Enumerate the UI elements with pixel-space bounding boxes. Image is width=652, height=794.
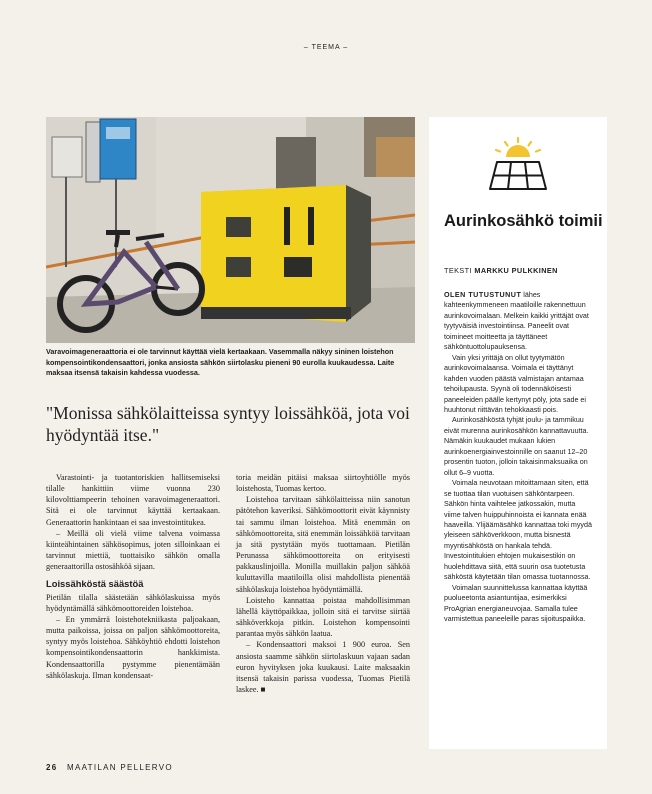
article-paragraph: toria meidän pitäisi maksaa siirtoyhtiölle myös loistehosta, Tuomas kertoo. xyxy=(236,473,410,494)
article-paragraph: – En ymmärrä loistehotekniikasta paljoakaan, mutta paikoissa, joissa on paljon sähkömoottoreita, syntyy myös loistehoa. Sähköyhtiö ehdotti loistehon kompensointikondensaattorin hankkimista. Kondensaattorilla pystymme pienentämään sähkölaskuja. Ilman kondensaat- xyxy=(46,614,220,680)
section-label: – TEEMA – xyxy=(303,44,349,51)
article-paragraph: Pietilän tilalla säästetään sähkölaskuissa myös hyödyntämällä sähkömoottoreiden loistehoa. xyxy=(46,592,220,613)
article-paragraph: Loisteho kannattaa poistaa mahdollisimman lähellä käyttöpaikkaa, jolloin sitä ei tarvitse siirtää sähköverkkoja pitkin. Loistehon kompensointi parantaa myös sähkön laatua. xyxy=(236,595,410,639)
magazine-name: MAATILAN PELLERVO xyxy=(67,763,173,772)
article-subheading: Loissähköstä säästöä xyxy=(46,578,144,590)
article-paragraph: – Kondensaattori maksoi 1 900 euroa. Sen ansiosta saamme sähkön siirtolaskuun vajaan sadan euron hyvityksen joka kuukausi. Laite maksaakin itsensä takaisin parissa vuodessa, Tuomas Pietilä laskee. ■ xyxy=(236,640,410,694)
article-paragraph: Varastointi- ja tuotantoriskien hallitsemiseksi tilalle hankittiin viime vuonna 230 kilovolttiampeerin tehoinen varavoimageneraattori. Sitä ei ole tarvinnut käyttää kertaakaan. Generaattorin hankintaan ei saa investointitukea. xyxy=(46,473,220,527)
sidebar-lead: OLEN TUTUSTUNUT xyxy=(444,291,522,299)
sidebar-lead-rest: lähes kahteenkymmeneen maatiloille rakennettuun aurinkovoimalaan. Melkein kaikki yrittäjät ovat tyytyväisiä investointiinsa. Paneelit ovat toimineet moitteetta ja täyttäneet sähköntuottolupauksensa. xyxy=(444,291,589,352)
sidebar-box xyxy=(429,117,607,749)
sidebar-text xyxy=(444,290,592,625)
article-paragraph: Loistehoa tarvitaan sähkölaitteissa niin sanotun pätötehon kaveriksi. Sähkömoottorit eivät käynnisty tai sammu ilman loistehoa. Mitä enemmän on sähkömoottoreita, sitä enemmän loissähköä tarvitaan ja sitä pystytään myös tuottamaan. Pietilän Perunassa sähkömoottoreita on erityisesti pakkauslinjoilla. Monilla muillakin paljon sähköä kuluttavilla maatiloilla olisi mahdollista pienentää sähkölaskuja loistehoa hyödyntämällä. xyxy=(236,495,410,594)
photo-caption: Varavoimageneraattoria ei ole tarvinnut käyttää vielä kertaakaan. Vasemmalla näkyy sininen loistehon kompensointikondensaattori, jonka ansiosta sähkön siirtolasku pieneni 90 eurolla kuukaudessa. Laite maksaa itsensä takaisin kahdessa vuodessa. xyxy=(46,347,395,378)
pull-quote: "Monissa sähkölaitteissa syntyy loissähköä, jota voi hyödyntää itse." xyxy=(46,403,410,445)
sidebar-paragraph: Aurinkosähköstä tyhjät joulu- ja tammikuu eivät murenna aurinkosähkön kannattavuutta. Nämäkin kuukaudet mukaan lukien aurinkoenergiainvestoinnille on saanut 12–20 prosentin tuoton, jolloin takaisinmaksuaika on ollut 6–9 vuotta. xyxy=(444,416,589,477)
byline-prefix: TEKSTI xyxy=(444,266,472,275)
sidebar-byline xyxy=(444,266,558,275)
sidebar-paragraph: Vain yksi yrittäjä on ollut tyytymätön aurinkovoimalaansa. Voimala ei täyttänyt kahden vuoden päästä valmistajan antamaa tehoilupausta. Syynä oli todennäköisesti paneeleiden päälle kertynyt pöly, jota sade ei huuhtonut riittävän tehokkaasti pois. xyxy=(444,353,586,414)
generator-room-illustration xyxy=(46,117,415,343)
sidebar-paragraph: Voimala neuvotaan mitoittamaan siten, että se tuottaa tilan vuotuisen sähköntarpeen. Sähkön hinta vaihtelee jatkossakin, mutta viime talven huippuhinnoista ei kannata enää haaveilla. Ylijäämäsähkö kannattaa toki myydä yleiseen sähköverkkoon, mutta bisnestä myyntisähköstä on hankala tehdä. Investointitukien ehtojen mukaisestikin on huolehdittava siitä, että suurin osa tuotetusta sähköstä käytetään tilan omassa tuotannossa. xyxy=(444,479,592,582)
article-column-1 xyxy=(46,472,220,681)
article-paragraph: – Meillä oli vielä viime talvena voimassa kiinteähintainen sähkösopimus, joten silloinkaan ei tarvinnut miettiä, tuottaisiko sähkön omalla generaattorilla ostosähköä sijaan. xyxy=(46,528,220,572)
byline-author: MARKKU PULKKINEN xyxy=(474,266,558,275)
article-column-2 xyxy=(236,472,410,695)
sidebar-paragraph: Voimalan suunnittelussa kannattaa käyttää puolueetonta asiantuntijaa, esimerkiksi ProAgrian energianeuvojaa. Samalla tulee varmistettua paneeleille paras sijoituspaikka. xyxy=(444,583,588,624)
page-footer xyxy=(46,763,173,772)
sidebar-paragraph xyxy=(444,290,592,353)
sidebar-title: Aurinkosähkö toimii xyxy=(444,212,603,230)
page-number: 26 xyxy=(46,763,58,772)
solar-panel-icon xyxy=(487,137,549,193)
generator-photo xyxy=(46,117,415,343)
